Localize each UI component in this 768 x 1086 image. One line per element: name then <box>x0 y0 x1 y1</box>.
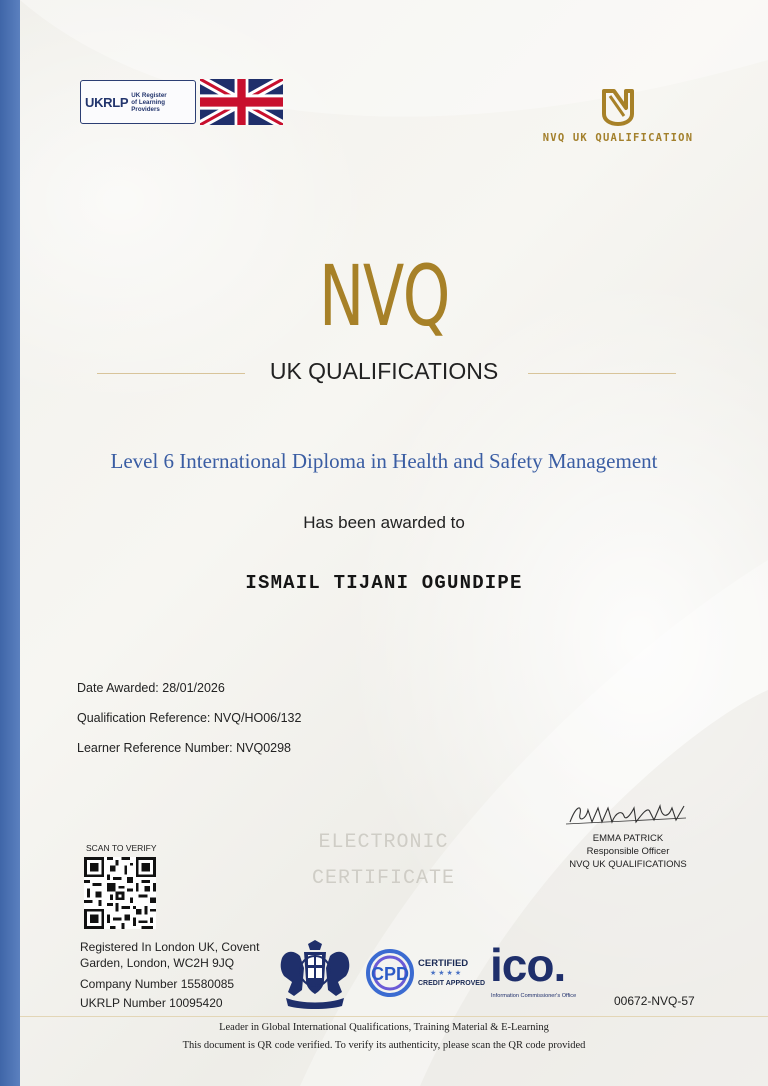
title-subtitle: UK QUALIFICATIONS <box>269 358 499 384</box>
ukrlp-number: UKRLP Number 10095420 <box>80 996 223 1010</box>
footer-tagline: Leader in Global International Qualifications, Training Material & E-Learning <box>219 1022 549 1033</box>
left-accent-bar <box>0 0 20 1086</box>
registered-address <box>80 939 259 971</box>
cpd-stars: ★★★★ <box>430 970 464 977</box>
watermark-line-1: ELECTRONIC <box>318 831 449 854</box>
signature-image <box>562 800 692 828</box>
cpd-certified-text: CERTIFIED <box>418 958 469 969</box>
company-number: Company Number 15580085 <box>80 977 235 991</box>
uk-flag-icon <box>200 79 283 125</box>
document-number: 00672-NVQ-57 <box>614 994 695 1008</box>
learner-reference: Learner Reference Number: NVQ0298 <box>77 741 292 755</box>
ukrlp-logo-sub <box>131 92 166 113</box>
ico-subtitle: Information Commissioner's Office <box>491 993 577 999</box>
signatory-role: Responsible Officer <box>586 846 670 857</box>
signatory-name: EMMA PATRICK <box>592 833 664 844</box>
ukrlp-logo <box>80 80 196 124</box>
ukrlp-sub-line-3: Providers <box>131 105 160 113</box>
nvq-shield-icon <box>600 88 636 126</box>
qualification-title: Level 6 International Diploma in Health and Safety Management <box>110 449 658 473</box>
brand-text: NVQ UK QUALIFICATION <box>542 132 694 144</box>
electronic-certificate-watermark <box>296 825 471 897</box>
cpd-credit-approved-text: CREDIT APPROVED <box>418 980 486 987</box>
recipient-name: ISMAIL TIJANI OGUNDIPE <box>245 572 523 594</box>
scan-to-verify-label: SCAN TO VERIFY <box>86 843 157 853</box>
royal-coat-of-arms-icon <box>272 938 358 1010</box>
watermark-line-2: CERTIFICATE <box>311 867 456 890</box>
signatory-block <box>560 832 696 871</box>
ukrlp-sub-line-2: of Learning <box>131 98 165 106</box>
svg-text:CPD: CPD <box>370 964 410 984</box>
nvq-brand-logo <box>540 88 696 144</box>
ukrlp-sub-line-1: UK Register <box>131 91 167 99</box>
address-line-2: Garden, London, WC2H 9JQ <box>80 956 235 970</box>
qualification-reference: Qualification Reference: NVQ/HO06/132 <box>77 711 302 725</box>
awarded-text: Has been awarded to <box>303 513 465 532</box>
qr-code[interactable] <box>84 857 156 929</box>
nvq-title: NVQ <box>319 247 449 345</box>
footer-divider <box>20 1016 768 1017</box>
footer-verification-note: This document is QR code verified. To verify its authenticity, please scan the QR code provided <box>182 1040 586 1051</box>
date-awarded: Date Awarded: 28/01/2026 <box>77 681 225 695</box>
address-line-1: Registered In London UK, Covent <box>80 940 260 954</box>
signatory-organisation: NVQ UK QUALIFICATIONS <box>569 859 687 870</box>
ico-logo: ico. <box>490 939 566 991</box>
ukrlp-logo-main: UKRLP <box>85 94 129 110</box>
